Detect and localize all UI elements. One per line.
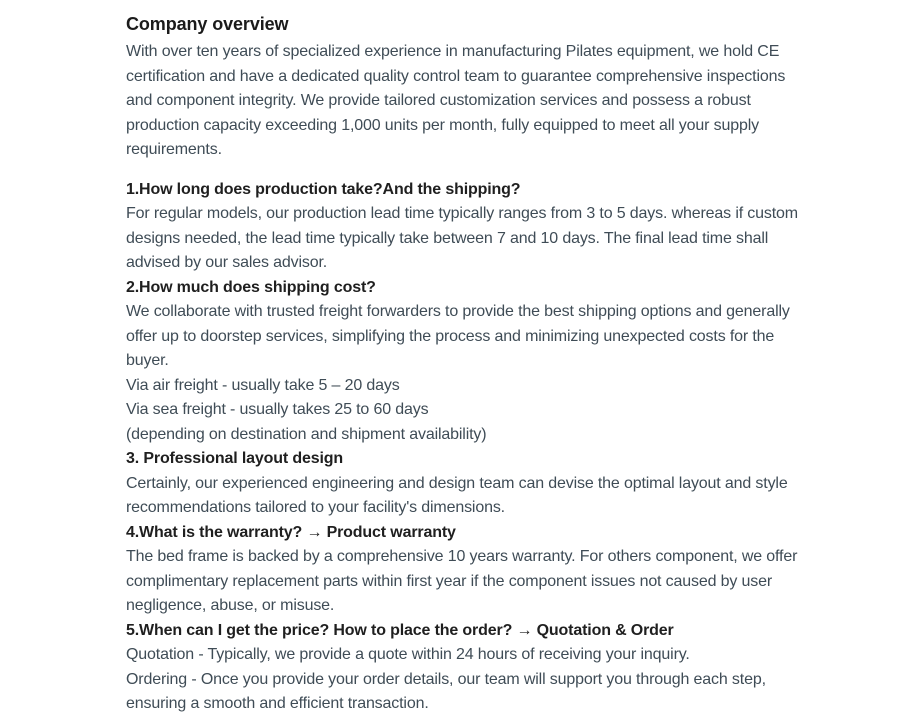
faq-answer-air-freight: Via air freight - usually take 5 – 20 days — [126, 376, 400, 394]
faq-question-layout-design: 3. Professional layout design — [126, 450, 344, 467]
faq-answer-quotation: Quotation - Typically, we provide a quote within 24 hours of receiving your inquiry. — [126, 646, 690, 663]
faq-answer-ordering: Ordering - Once you provide your order details, our team will support you through each step, ensuring a smooth and efficient transaction. — [126, 670, 766, 712]
faq-answer-layout-design: Certainly, our experienced engineering and design team can devise the optimal layout and style recommendations tailored to your facility's dimensions. — [126, 474, 788, 516]
faq-answer-warranty: The bed frame is backed by a comprehensive 10 years warranty. For others component, we offer complimentary replacement parts within first year if the component issues not caused by user negligence, abuse, or misuse. — [126, 548, 798, 614]
faq-answer-shipping-note: (depending on destination and shipment availability) — [126, 425, 487, 443]
faq-answer-production-time: For regular models, our production lead time typically ranges from 3 to 5 days. whereas if custom designs needed, the lead time typically take between 7 and 10 days. The final lead time shall advised by our sales advisor. — [126, 205, 798, 271]
faq-answer-sea-freight: Via sea freight - usually takes 25 to 60 days — [126, 401, 429, 418]
faq-question-warranty: 4.What is the warranty? → Product warranty — [126, 523, 456, 541]
text-column — [126, 12, 802, 717]
faq-answer-shipping-cost: We collaborate with trusted freight forwarders to provide the best shipping options and generally offer up to doorstep services, simplifying the process and minimizing unexpected costs for the buyer. — [126, 303, 790, 369]
section-title: Company overview — [126, 14, 289, 34]
faq-question-shipping-cost: 2.How much does shipping cost? — [126, 278, 376, 296]
overview-paragraph: With over ten years of specialized experience in manufacturing Pilates equipment, we hold CE certification and have a dedicated quality control team to guarantee comprehensive inspections and component integrity. We provide tailored customization services and possess a robust production capacity exceeding 1,000 units per month, fully equipped to meet all your supply requirements. — [126, 43, 786, 158]
faq-question-price-order: 5.When can I get the price? How to place the order? → Quotation & Order — [126, 621, 674, 639]
faq-question-production-time: 1.How long does production take?And the shipping? — [126, 180, 521, 198]
